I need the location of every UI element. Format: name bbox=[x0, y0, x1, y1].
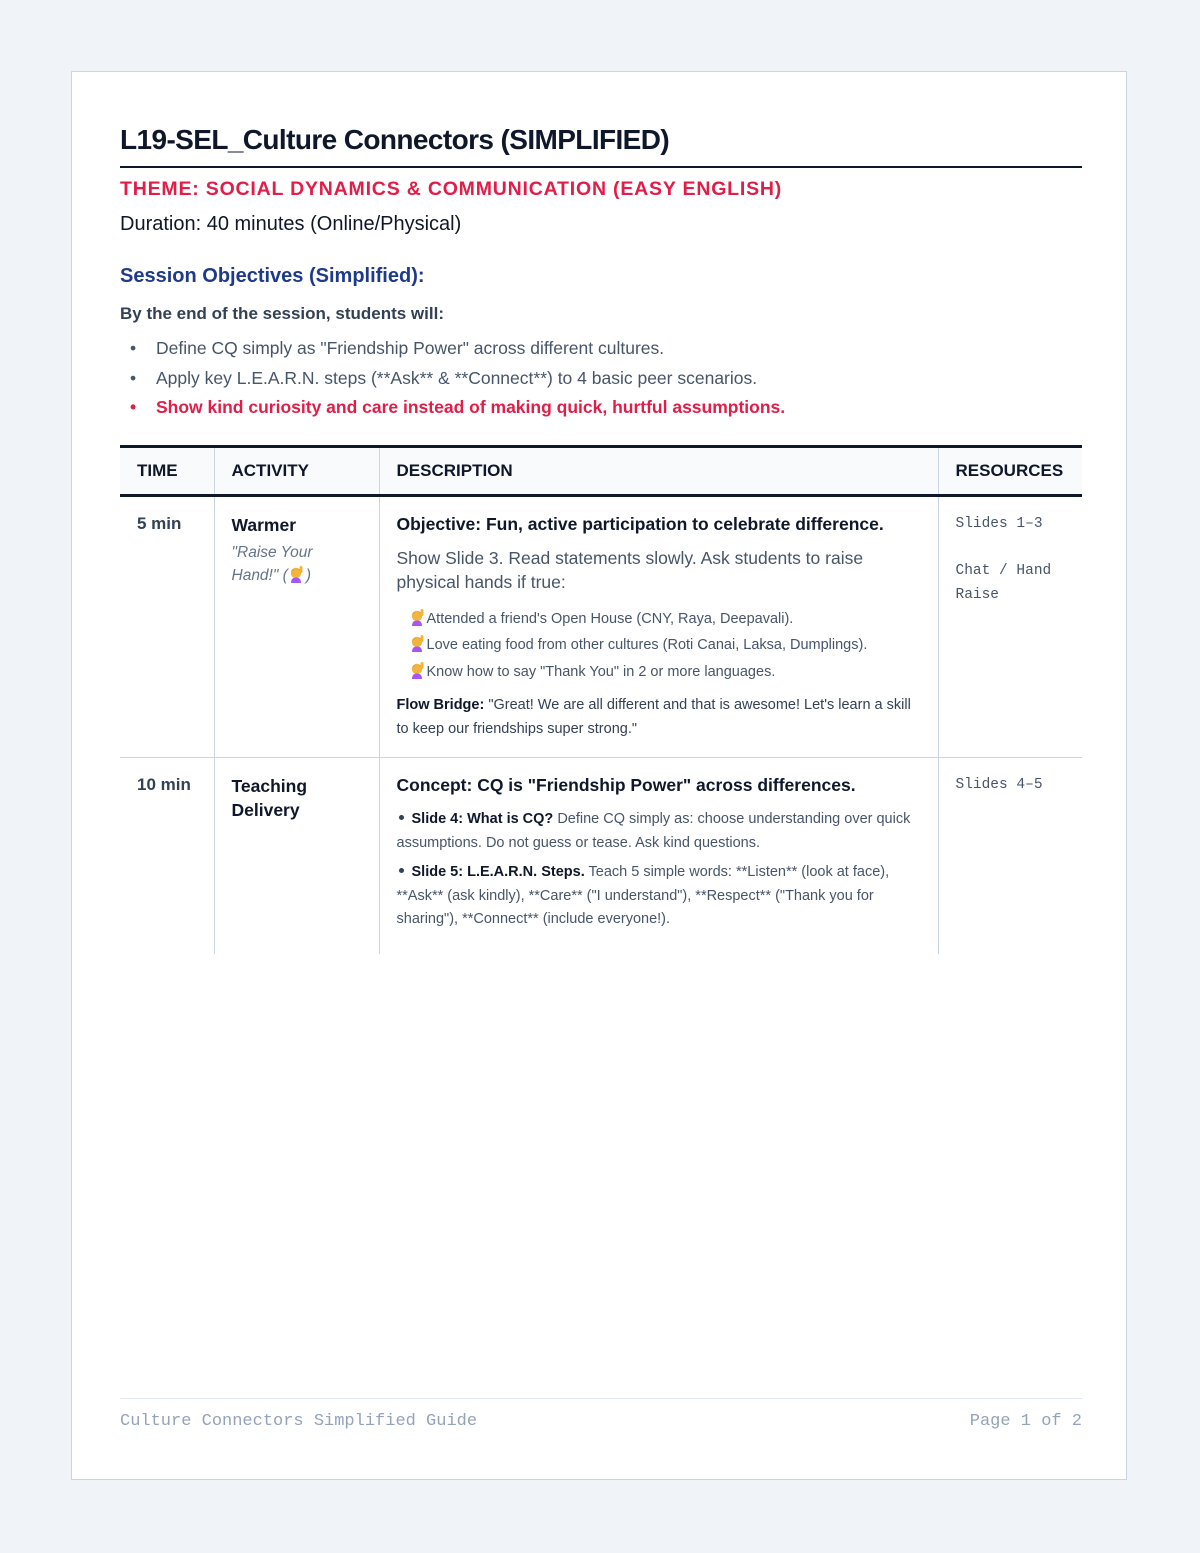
list-item bbox=[409, 606, 921, 633]
bullet-dot: • bbox=[130, 397, 137, 417]
list-item bbox=[409, 659, 921, 686]
raising-hand-icon bbox=[409, 661, 425, 679]
bullet-dot bbox=[399, 815, 404, 820]
cell-description bbox=[379, 495, 938, 758]
list-item-text: Attended a friend's Open House (CNY, Raya, Deepavali). bbox=[426, 610, 794, 627]
objective-text: Apply key L.E.A.R.N. steps (**Ask** & **Connect**) to 4 basic peer scenarios. bbox=[156, 367, 758, 388]
cell-activity bbox=[214, 758, 379, 954]
statement-list bbox=[397, 606, 921, 686]
flow-bridge-text: "Great! We are all different and that is awesome! Let's learn a skill to keep our friendships super strong." bbox=[396, 697, 911, 737]
bullet-label: Slide 5: L.E.A.R.N. Steps. bbox=[411, 864, 585, 880]
cell-time bbox=[120, 758, 214, 954]
table-row bbox=[120, 758, 1082, 954]
theme-line: THEME: SOCIAL DYNAMICS & COMMUNICATION (EASY ENGLISH) bbox=[120, 178, 783, 200]
raising-hand-icon bbox=[288, 565, 304, 583]
objective-text: Define CQ simply as "Friendship Power" across different cultures. bbox=[156, 338, 665, 358]
resource-item: Chat / Hand Raise bbox=[955, 563, 1052, 603]
flow-bridge bbox=[397, 693, 921, 741]
table-row bbox=[120, 495, 1082, 758]
time-value: 10 min bbox=[137, 775, 191, 794]
activity-subtitle-text: "Raise Your Hand!" bbox=[231, 543, 313, 584]
resource-item: Slides 4–5 bbox=[955, 777, 1043, 793]
cell-description bbox=[379, 758, 938, 954]
list-item bbox=[409, 632, 921, 659]
page-footer bbox=[120, 1398, 1082, 1433]
list-item bbox=[397, 808, 921, 855]
cell-resources bbox=[938, 758, 1082, 954]
list-item-text: Love eating food from other cultures (Roti Canai, Laksa, Dumplings). bbox=[426, 637, 868, 653]
objective-text: Show kind curiosity and care instead of making quick, hurtful assumptions. bbox=[156, 397, 786, 417]
description-objective: Objective: Fun, active participation to celebrate difference. bbox=[396, 513, 884, 534]
time-value: 5 min bbox=[137, 513, 182, 533]
flow-bridge-label: Flow Bridge: bbox=[396, 697, 485, 713]
objectives-list bbox=[120, 334, 1082, 423]
bullet-text: Teach 5 simple words: **Listen** (look at face), **Ask** (ask kindly), **Care** ("I understand"), **Respect** ("Thank you for sharing"), **Connect** (include everyone!). bbox=[396, 864, 890, 927]
cell-activity bbox=[214, 495, 379, 758]
bullet-dot: • bbox=[130, 367, 137, 388]
raising-hand-icon bbox=[409, 608, 425, 626]
objectives-intro: By the end of the session, students will: bbox=[120, 304, 444, 323]
header-activity: ACTIVITY bbox=[214, 446, 379, 495]
header-time: TIME bbox=[120, 446, 214, 495]
slide-bullets bbox=[397, 808, 921, 932]
document-page bbox=[71, 71, 1127, 1480]
page-title: L19-SEL_Culture Connectors (SIMPLIFIED) bbox=[120, 122, 1082, 168]
description-concept: Concept: CQ is "Friendship Power" across differences. bbox=[396, 775, 856, 795]
bullet-dot: • bbox=[130, 338, 137, 358]
cell-resources bbox=[938, 495, 1082, 758]
raising-hand-icon bbox=[409, 634, 425, 652]
objective-item-highlight bbox=[120, 393, 1082, 423]
activity-name: Teaching Delivery bbox=[231, 776, 308, 820]
objective-item bbox=[120, 334, 1082, 364]
bullet-dot bbox=[399, 868, 404, 873]
objective-item bbox=[120, 364, 1082, 394]
duration-line: Duration: 40 minutes (Online/Physical) bbox=[120, 213, 462, 235]
table-header-row bbox=[120, 446, 1082, 495]
header-description: DESCRIPTION bbox=[379, 446, 938, 495]
cell-time bbox=[120, 495, 214, 758]
objectives-heading: Session Objectives (Simplified): bbox=[120, 265, 425, 287]
list-item bbox=[397, 861, 921, 932]
description-text: Show Slide 3. Read statements slowly. Ask students to raise physical hands if true: bbox=[396, 547, 864, 592]
footer-guide-name: Culture Connectors Simplified Guide bbox=[120, 1412, 478, 1431]
lesson-plan-table bbox=[120, 445, 1082, 954]
activity-name: Warmer bbox=[231, 514, 297, 535]
bullet-label: Slide 4: What is CQ? bbox=[411, 811, 554, 827]
resource-item: Slides 1–3 bbox=[955, 515, 1043, 532]
document-content bbox=[120, 122, 1082, 954]
activity-subtitle: "Raise Your Hand!" ( ) bbox=[231, 543, 313, 584]
footer-page-number: Page 1 of 2 bbox=[969, 1412, 1082, 1431]
bullet-text: Define CQ simply as: choose understanding over quick assumptions. Do not guess or tease. Ask kind questions. bbox=[396, 811, 911, 851]
header-resources: RESOURCES bbox=[938, 446, 1082, 495]
list-item-text: Know how to say "Thank You" in 2 or more languages. bbox=[426, 663, 776, 680]
